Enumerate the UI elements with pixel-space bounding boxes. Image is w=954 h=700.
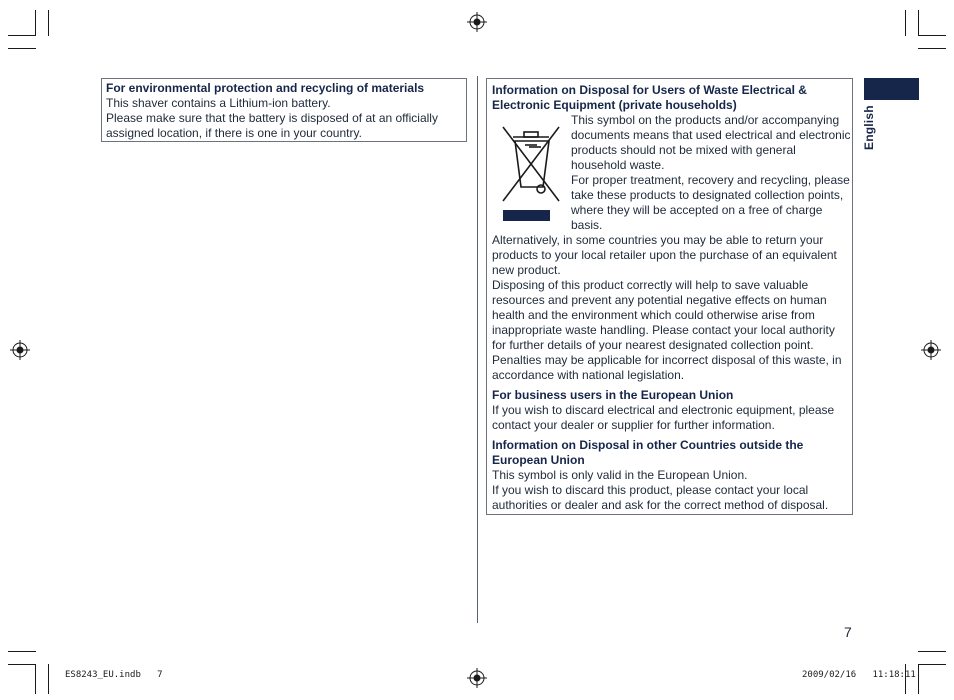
registration-mark-icon [467, 12, 487, 32]
language-tab [864, 78, 919, 100]
crop-mark [918, 10, 919, 36]
crop-mark [48, 664, 49, 694]
retailer-return-text: Alternatively, in some countries you may be able to return your products to your local retailer upon the purchase of an equivalent new product. [492, 233, 837, 277]
language-tab-label: English [862, 105, 876, 150]
recycling-text: This shaver contains a Lithium-ion battery. [106, 96, 331, 110]
registration-mark-icon [10, 340, 30, 360]
weee-disposal-box [486, 78, 853, 515]
recycling-info-box [101, 78, 467, 142]
weee-symbol-meaning: This symbol on the products and/or accompanying documents means that used electrical and electronic products should not be mixed with general household waste. [571, 113, 851, 172]
crop-mark [918, 48, 946, 49]
weee-underline-bar [503, 210, 550, 221]
crop-mark [905, 10, 906, 36]
outside-eu-text: If you wish to discard this product, please contact your local authorities or dealer and ask for the correct method of disposal. [492, 483, 829, 512]
weee-heading: Information on Disposal for Users of Waste Electrical & Electronic Equipment (private households) [492, 83, 807, 112]
penalties-text: Penalties may be applicable for incorrect disposal of this waste, in accordance with national legislation. [492, 353, 842, 382]
crop-mark [918, 35, 946, 36]
business-users-heading: For business users in the European Union [492, 388, 734, 402]
crop-mark [35, 664, 36, 694]
crop-mark [8, 35, 36, 36]
crop-mark [35, 10, 36, 36]
crossed-out-wheelie-bin-icon [499, 121, 563, 211]
recycling-heading: For environmental protection and recycling of materials [106, 81, 425, 95]
crop-mark [8, 651, 36, 652]
crop-mark [918, 651, 946, 652]
business-users-text: If you wish to discard electrical and electronic equipment, please contact your dealer or supplier for further information. [492, 403, 835, 432]
weee-collection-text: For proper treatment, recovery and recycling, please take these products to designated collection points, where they will be accepted on a free of charge basis. [571, 173, 850, 232]
crop-mark [8, 48, 36, 49]
registration-mark-icon [921, 340, 941, 360]
page-number: 7 [844, 624, 852, 640]
footer-file-name: ES8243_EU.indb 7 [65, 670, 163, 680]
proper-disposal-text: Disposing of this product correctly will help to save valuable resources and prevent any potential negative effects on human health and the environment which could otherwise arise from inappropriate waste handling. Please contact your local authority for further details of your nearest designated collection point. [492, 278, 835, 352]
crop-mark [8, 664, 36, 665]
weee-symbol-section [492, 113, 851, 233]
crop-mark [918, 664, 919, 694]
footer-timestamp: 2009/02/16 11:18:11 [802, 670, 916, 680]
column-divider [477, 76, 478, 623]
registration-mark-icon [467, 668, 487, 688]
weee-symbol-text [571, 113, 851, 233]
outside-eu-heading: Information on Disposal in other Countries outside the European Union [492, 438, 804, 467]
recycling-text: Please make sure that the battery is disposed of at an officially assigned location, if there is one in your country. [106, 111, 438, 140]
outside-eu-text: This symbol is only valid in the European Union. [492, 468, 748, 482]
crop-mark [918, 664, 946, 665]
crop-mark [48, 10, 49, 36]
